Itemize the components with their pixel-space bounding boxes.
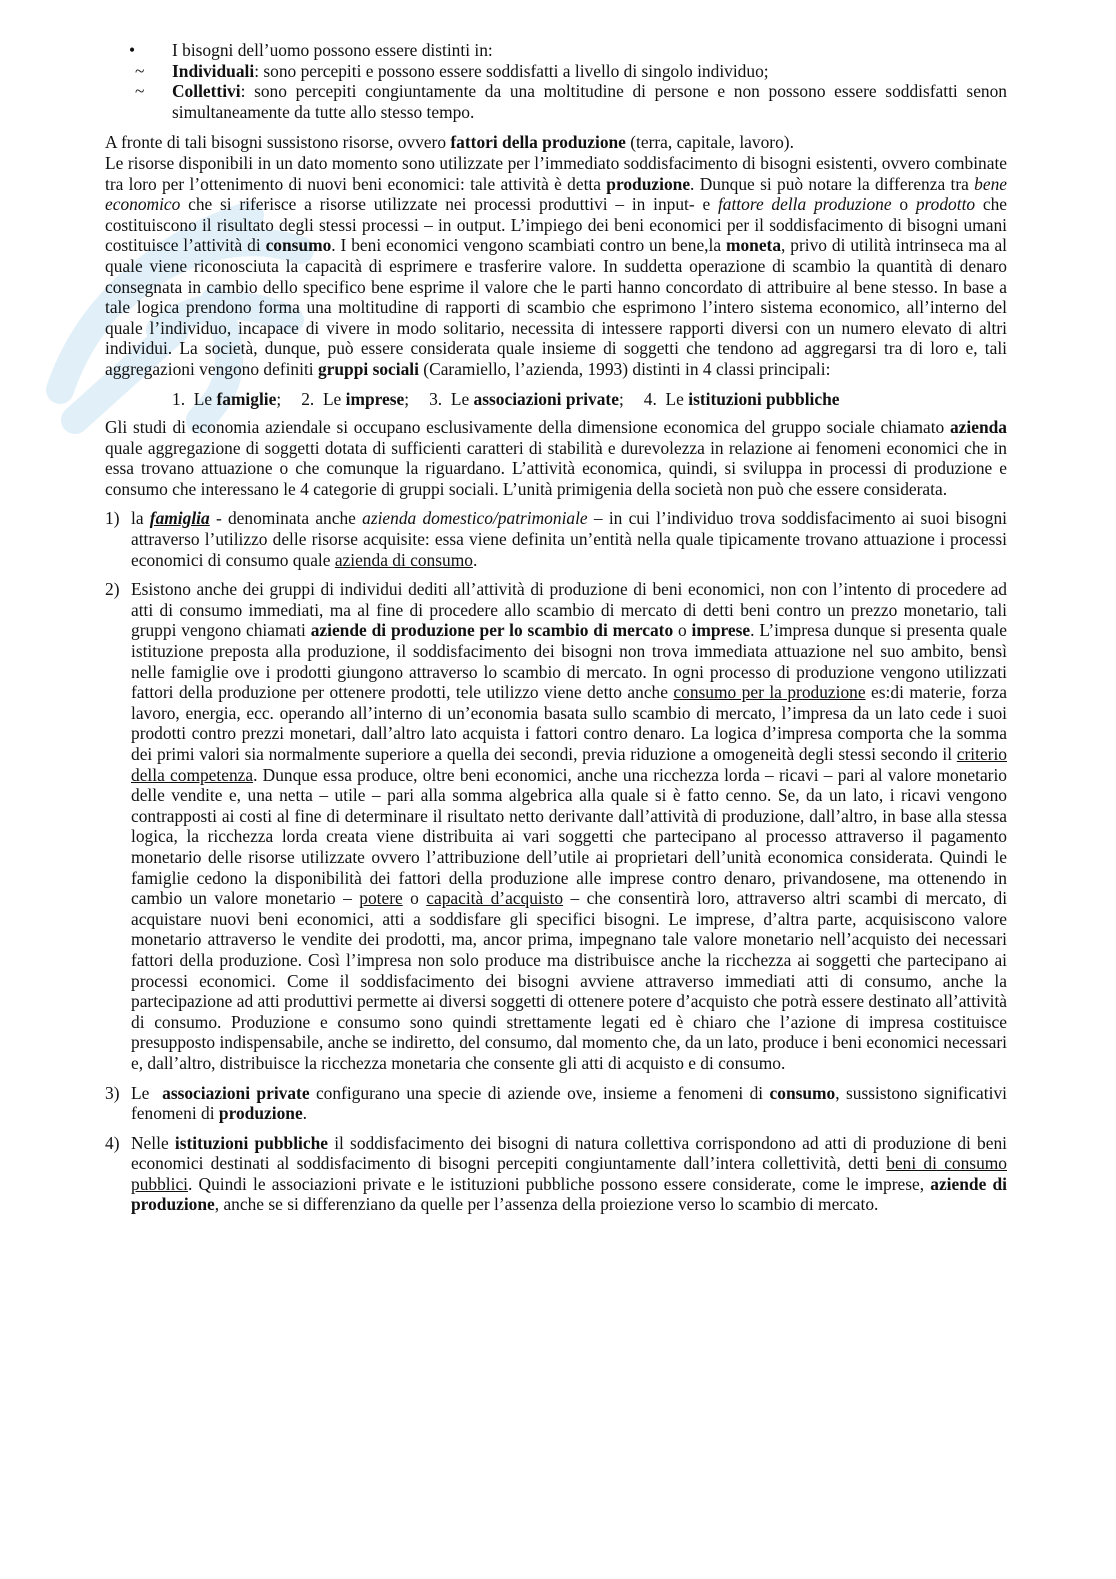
- text-run: o: [891, 194, 916, 215]
- text-run: Le: [665, 388, 689, 409]
- list-item-istituzioni: [105, 1133, 1007, 1215]
- text-run: Le risorse disponibili in un dato momento sono utilizzate per l’immediato soddisfacimento di bisogni esistenti, ovvero combinate tra loro per l’ottenimento di nuovi beni economici: tale attività è detta: [105, 152, 1007, 194]
- need-text: : sono percepiti congiuntamente da una moltitudine di persone e non possono essere soddisfatti senon simultaneamente da tutte allo stesso tempo.: [172, 81, 1007, 122]
- item-text: [131, 508, 1007, 570]
- bold-term: aziende di produzione: [131, 1173, 1007, 1215]
- paragraph: [105, 132, 1007, 153]
- text-run: Gli studi di economia aziendale si occupano esclusivamente della dimensione economica del gruppo sociale chiamato: [105, 417, 950, 438]
- tilde-marker: ~: [135, 60, 145, 81]
- italic-term: azienda domestico/patrimoniale: [362, 508, 588, 529]
- bold-term: gruppi sociali: [317, 358, 419, 379]
- underlined-term: consumo per la produzione: [673, 682, 866, 703]
- bold-term: consumo: [769, 1082, 836, 1103]
- bold-term: famiglie: [216, 388, 277, 409]
- underlined-term: capacità d’acquisto: [426, 888, 564, 909]
- underlined-term: potere: [359, 888, 403, 909]
- text-run: .: [472, 549, 478, 570]
- bold-term: associazioni private: [162, 1082, 310, 1103]
- text-run: ;: [276, 388, 282, 409]
- text-run: . Quindi le associazioni private e le istituzioni pubbliche possono essere considerate, come le imprese,: [188, 1173, 931, 1194]
- italic-term: fattore della produzione: [717, 194, 892, 215]
- text-run: quale aggregazione di soggetti dotata di sufficienti caratteri di stabilità e durevolezza in relazione ai fenomeni economici che in essa trovano attuazione o che comunque la riguardano. L’attività economica, quindi, si sviluppa in processi di produzione e consumo che interessano le 4 categorie di gruppi sociali. L’unità primigenia della società non può che essere considerata.: [105, 437, 1007, 499]
- resources-section: [105, 132, 1007, 379]
- italic-term: bene economico: [105, 173, 1007, 215]
- text-run: – che consentirà loro, attraverso altri scambi di mercato, di acquistare nuovi beni economici, atti a soddisfare gli specifici bisogni. Le imprese, d’altra parte, acquisiscono valore monetario attraverso le vendite dei prodotti, ma, ancor prima, impegnano tale valore monetario nell’acquisto dei necessari fattori della produzione. Così l’impresa non solo produce ma distribuisce anche la ricchezza ai soggetti che partecipano ai processi economici. Come il soddisfacimento dei bisogni avviene attraverso immediati atti di consumo, anche la partecipazione ad atti produttivi permette ai diversi soggetti di ottenere potere d’acquisto che potrà essere destinato all’attività di consumo. Produzione e consumo sono quindi strettamente legati ed è chiaro che l’azione di impresa costituisce presupposto indispensabile, anche se indiretto, del consumo, dal momento che, da un lato, produce i beni economici necessari e, dall’altro, distribuisce la ricchezza monetaria che consente gli atti di acquisto e di consumo.: [131, 888, 1008, 1073]
- text-run: , privo di utilità intrinseca ma al quale viene riconosciuta la capacità di esprimere e trasferire valore. In suddetta operazione di scambio la quantità di denaro consegnata in cambio dello specifico bene esprime il valore che le parti hanno concordato di attribuire al bene stesso. In base a tale logica prendono forma una moltitudine di rapporti di scambio che esprimono l’intero sistema economico, all’interno del quale l’individuo, incapace di vivere in modo solitario, necessita di intessere rapporti diversi con un numero elevato di altri individui. La società, dunque, può essere considerata quale insieme di soggetti che tendono ad aggregarsi tra di loro e, tali aggregazioni vengono definiti: [105, 235, 1008, 379]
- item-text: [131, 579, 1007, 1073]
- list-item: [301, 389, 409, 410]
- text-run: Nelle: [131, 1132, 175, 1153]
- text-run: che costituiscono il risultato degli stessi processi – in output. L’impiego dei beni economici per il soddisfacimento di bisogni umani costituisce l’attività di: [105, 194, 1007, 256]
- text-run: . Dunque essa produce, oltre beni economici, anche una ricchezza lorda – ricavi – pari al valore monetario delle vendite e, una netta – utile – pari alla somma algebrica alla quale si è fatto cenno. Se, da un lato, i ricavi vengono contrapposti ai costi al fine di determinare il risultato netto derivante dall’attività di produzione, dall’altro, in base alla stessa logica, la ricchezza lorda creata viene distribuita ai vari soggetti che partecipano al processo attraverso il pagamento monetario delle risorse utilizzate ovvero l’attribuzione dell’utile ai proprietari dell’unità economica considerata. Quindi le famiglie cedono la disponibilità dei fattori della produzione alle imprese contro denaro, privandosene, ma ottenendo in cambio un valore monetario –: [131, 764, 1007, 909]
- item-number: 4.: [643, 388, 657, 409]
- paragraph: [105, 417, 1007, 499]
- italic-term: prodotto: [915, 194, 976, 215]
- list-item-imprese: [105, 579, 1007, 1073]
- list-item: [644, 389, 840, 410]
- list-item: [105, 40, 1007, 61]
- text-run: (Caramiello, l’azienda, 1993) distinti in 4 classi principali:: [418, 358, 831, 379]
- numbered-list: [105, 508, 1007, 1215]
- bold-term: consumo: [265, 235, 332, 256]
- text-run: A fronte di tali bisogni sussistono risorse, ovvero: [105, 132, 451, 153]
- text-run: ;: [618, 388, 624, 409]
- bold-term: moneta: [725, 235, 782, 256]
- item-number: 4): [105, 1132, 120, 1153]
- bold-term: imprese: [691, 620, 751, 641]
- needs-lead: I bisogni dell’uomo possono essere distinti in:: [172, 40, 493, 60]
- item-text: [131, 1133, 1007, 1215]
- bold-term: produzione: [606, 173, 691, 194]
- item-number: 2.: [301, 388, 315, 409]
- text-run: - denominata anche: [209, 508, 363, 529]
- list-item-famiglia: [105, 508, 1007, 570]
- item-number: 1.: [172, 388, 186, 409]
- item-number: 1): [105, 508, 120, 529]
- need-term: Collettivi: [172, 81, 241, 102]
- document-page: [105, 40, 1007, 1224]
- list-item: [429, 389, 624, 410]
- paragraph: [105, 153, 1007, 380]
- item-number: 3): [105, 1082, 120, 1103]
- text-run: . I beni economici vengono scambiati contro un bene,la: [331, 235, 726, 256]
- underlined-term: azienda di consumo: [334, 549, 473, 570]
- text-run: . L’impresa dunque si presenta quale istituzione preposta alla produzione, il soddisfacimento dei bisogni non trova immediata attuazione nel suo ambito, bensì nelle famiglie ove i prodotti giungono attraverso lo scambio di mercato. In ogni processo di produzione vengono utilizzati fattori della produzione per ottenere prodotti, tele utilizzo viene detto anche: [131, 620, 1007, 703]
- text-run: (terra, capitale, lavoro).: [625, 132, 794, 153]
- bullet-icon: •: [129, 40, 136, 60]
- text-run: ;: [404, 388, 410, 409]
- list-item: [105, 81, 1007, 122]
- bold-term: istituzioni pubbliche: [688, 388, 840, 409]
- item-number: 3.: [429, 388, 443, 409]
- needs-list: [105, 40, 1007, 122]
- text-run: – in cui l’individuo trova soddisfacimento ai suoi bisogni attraverso l’utilizzo delle risorse acquisite: essa viene definita un’entità nella quale tipicamente trovano attuazione i processi economici di consumo quale: [131, 508, 1007, 570]
- bold-term: associazioni private: [473, 388, 619, 409]
- text-run: che si riferisce a risorse utilizzate nei processi produttivi – in input- e: [180, 194, 718, 215]
- bold-term: istituzioni pubbliche: [174, 1132, 328, 1153]
- bold-term: azienda: [949, 417, 1007, 438]
- text-run: . Dunque si può notare la differenza tra: [690, 173, 975, 194]
- bold-term: fattori della produzione: [450, 132, 626, 153]
- need-term: Individuali: [172, 60, 255, 81]
- text-run: o: [673, 620, 692, 641]
- item-text: [131, 1083, 1007, 1124]
- list-item: [172, 389, 281, 410]
- need-text: : sono percepiti e possono essere soddisfatti a livello di singolo individuo;: [254, 60, 769, 81]
- need-collective: [172, 81, 1007, 122]
- text-run: il soddisfacimento dei bisogni di natura collettiva corrispondono ad atti di produzione di beni economici destinati al soddisfacimento di bisogni percepiti congiuntamente dall’intera collettività, detti: [131, 1132, 1007, 1174]
- text-run: Le: [131, 1082, 163, 1103]
- text-run: o: [402, 888, 427, 909]
- text-run: , sussistono significativi fenomeni di: [131, 1082, 1007, 1124]
- social-groups-list: [105, 389, 1007, 410]
- tilde-marker: ~: [135, 81, 145, 102]
- azienda-paragraph: [105, 417, 1007, 499]
- text-run: Le: [193, 388, 217, 409]
- text-run: , anche se si differenziano da quelle per l’assenza della proiezione verso lo scambio di mercato.: [214, 1194, 879, 1215]
- underlined-term: criterio della competenza: [131, 744, 1007, 785]
- bold-term: aziende di produzione per lo scambio di mercato: [310, 620, 674, 641]
- list-item: [105, 61, 1007, 82]
- text-run: la: [131, 508, 150, 529]
- bold-term: imprese: [345, 388, 405, 409]
- text-run: .: [302, 1103, 308, 1124]
- text-run: Le: [322, 388, 346, 409]
- need-individual: [172, 61, 1007, 82]
- list-item-associazioni: [105, 1083, 1007, 1124]
- bold-term: famiglia: [149, 508, 210, 529]
- item-number: 2): [105, 579, 120, 600]
- text-run: es:di materie, forza lavoro, energia, ecc. operando all’interno di un’economia basata sullo scambio di mercato, l’impresa da un lato cede i suoi prodotti contro prezzi monetari, dall’altro lato acquista i fattori contro denaro. La logica d’impresa comporta che la somma dei primi valori sia normalmente superiore a quella dei secondi, previa riduzione a omogeneità degli stessi secondo il: [131, 682, 1008, 764]
- text-run: Le: [450, 388, 474, 409]
- text-run: Esistono anche dei gruppi di individui dediti all’attività di produzione di beni economici, non con l’intento di procedere ad atti di consumo immediati, ma al fine di procedere allo scambio di mercato di detti beni contro un prezzo monetario, tali gruppi vengono chiamati: [131, 579, 1007, 641]
- text-run: configurano una specie di aziende ove, insieme a fenomeni di: [309, 1082, 770, 1103]
- underlined-term: beni di consumo pubblici: [131, 1153, 1007, 1194]
- bold-term: produzione: [218, 1103, 303, 1124]
